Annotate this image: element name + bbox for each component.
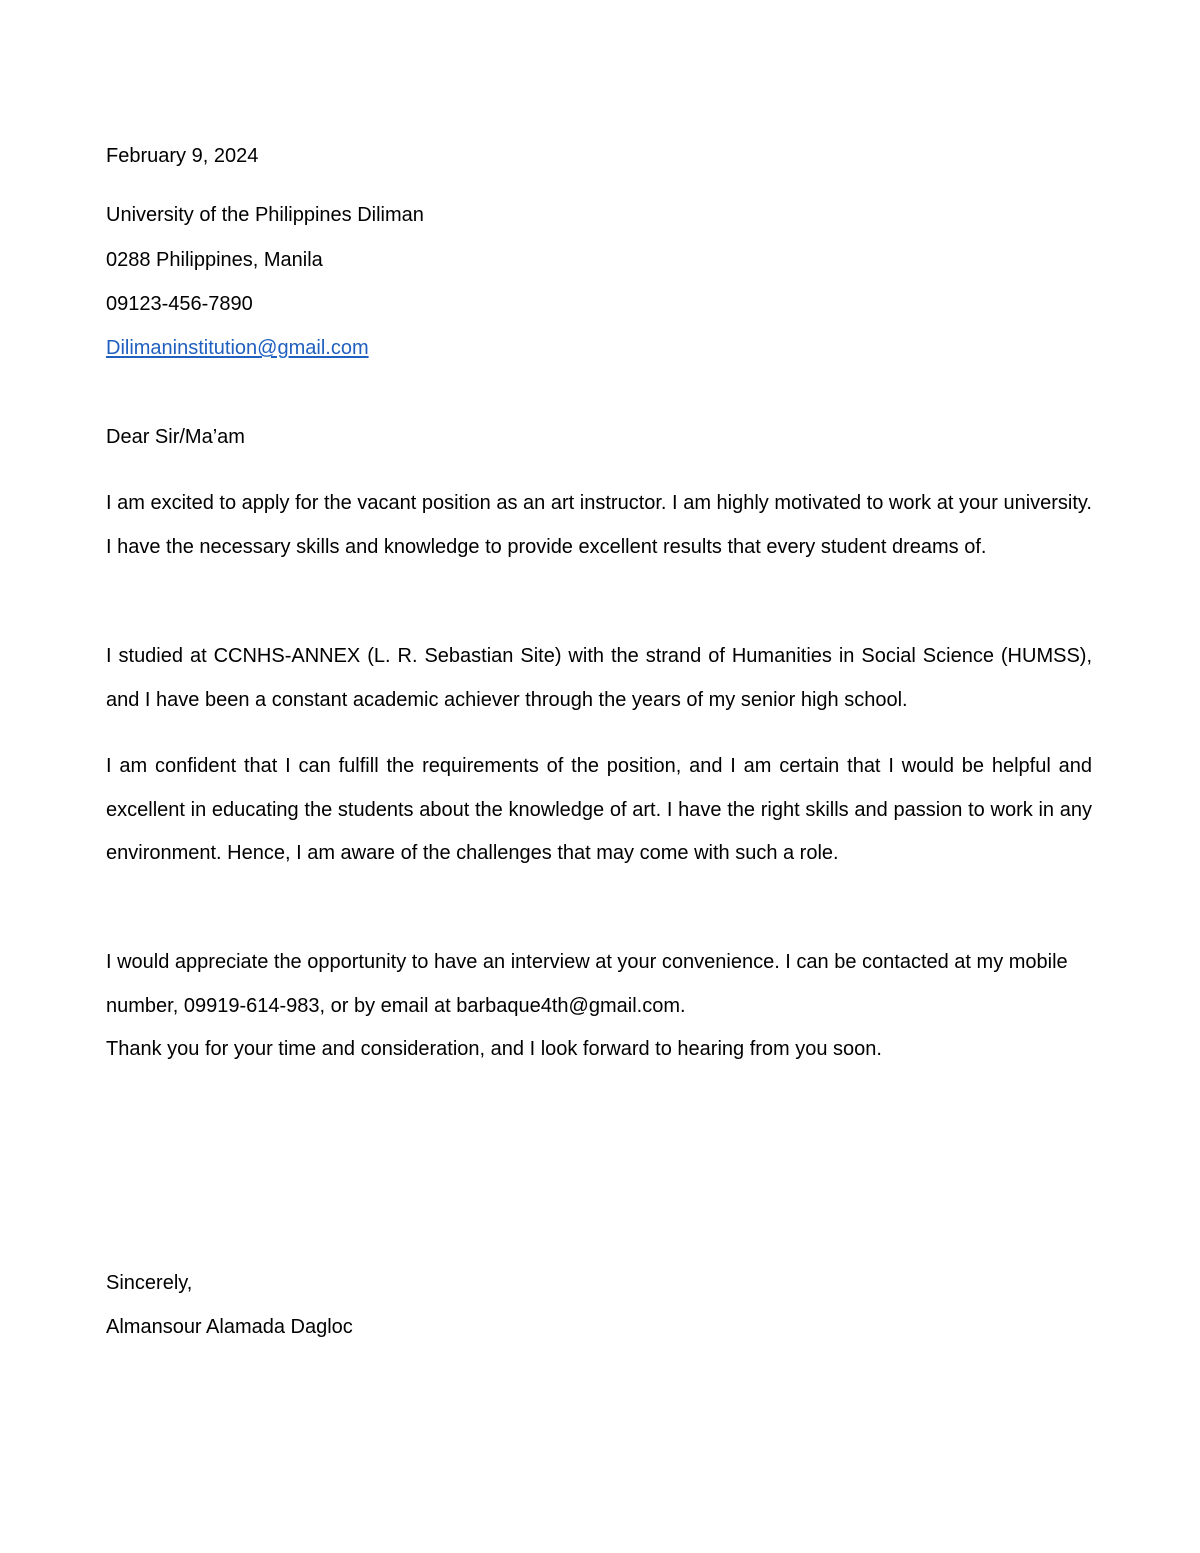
recipient-name: University of the Philippines Diliman: [106, 204, 424, 226]
closing: Sincerely,: [106, 1272, 193, 1294]
body-paragraph-3: I am confident that I can fulfill the requirements of the position, and I am certain that I would be helpful and excellent in educating the students about the knowledge of art. I have the right skills and passion to work in any environment. Hence, I am aware of the challenges that may come with such a role.: [106, 755, 1092, 864]
body-paragraph-2: I studied at CCNHS-ANNEX (L. R. Sebastian Site) with the strand of Humanities in Social Science (HUMSS), and I have been a constant academic achiever through the years of my senior high school.: [106, 645, 1092, 711]
recipient-address: 0288 Philippines, Manila: [106, 249, 323, 271]
body-paragraph-5: Thank you for your time and consideration, and I look forward to hearing from you soon.: [106, 1038, 882, 1060]
recipient-email-link[interactable]: Dilimaninstitution@gmail.com: [106, 337, 369, 359]
body-paragraph-1: I am excited to apply for the vacant position as an art instructor. I am highly motivated to work at your university. I have the necessary skills and knowledge to provide excellent results that every student dreams of.: [106, 492, 1092, 558]
recipient-phone: 09123-456-7890: [106, 293, 253, 315]
salutation: Dear Sir/Ma’am: [106, 426, 245, 448]
letter-date: February 9, 2024: [106, 145, 259, 167]
body-paragraph-4: I would appreciate the opportunity to have an interview at your convenience. I can be contacted at my mobile number, 09919-614-983, or by email at barbaque4th@gmail.com.: [106, 951, 1068, 1017]
signature-name: Almansour Alamada Dagloc: [106, 1316, 353, 1338]
